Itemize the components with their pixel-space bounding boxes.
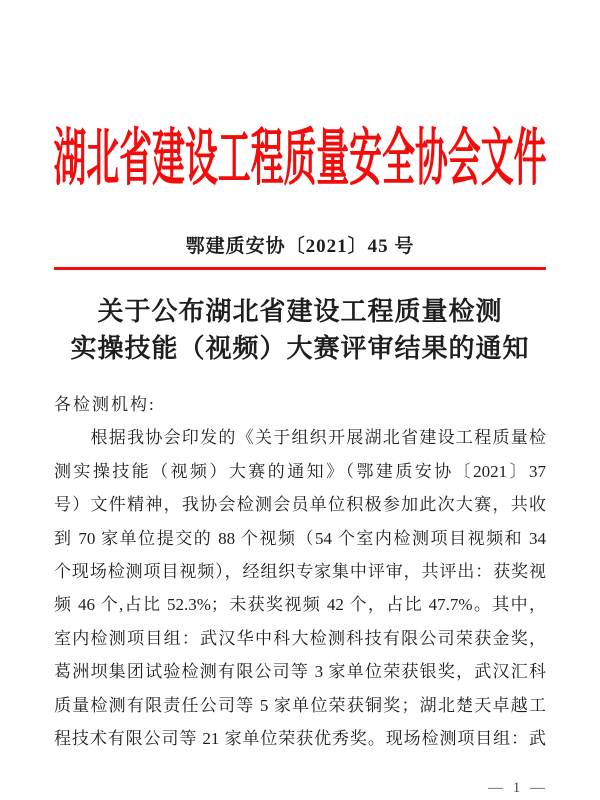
- body-line: 葛洲坝集团试验检测有限公司等 3 家单位荣获银奖，武汉汇科: [54, 662, 546, 682]
- body-line: 室内检测项目组：武汉华中科大检测科技有限公司荣获金奖，: [54, 628, 546, 648]
- red-divider: [54, 267, 546, 270]
- body-line: 根据我协会印发的《关于组织开展湖北省建设工程质量检: [54, 428, 546, 448]
- body-text: [54, 388, 546, 755]
- doc-number: 鄂建质安协〔2021〕45 号: [185, 236, 415, 257]
- body-line: 测实操技能（视频）大赛的通知》（鄂建质安协〔2021〕37: [54, 461, 546, 481]
- body-line: 程技术有限公司等 21 家单位荣获优秀奖。现场检测项目组：武: [54, 729, 546, 749]
- body-line: 频 46 个,占比 52.3%；未获奖视频 42 个，占比 47.7%。其中，: [54, 595, 546, 615]
- body-line: 号）文件精神，我协会检测会员单位积极参加此次大赛，共收: [54, 495, 546, 515]
- doc-title-line-2: 实操技能（视频）大赛评审结果的通知: [70, 334, 530, 363]
- salutation: 各检测机构:: [54, 395, 156, 414]
- page-number: — 1 —: [488, 780, 548, 796]
- body-line: 到 70 家单位提交的 88 个视频（54 个室内检测项目视频和 34: [54, 528, 546, 548]
- body-line: 个现场检测项目视频），经组织专家集中评审，共评出：获奖视: [54, 562, 546, 582]
- red-header-band: [0, 0, 600, 202]
- body-line: 质量检测有限责任公司等 5 家单位荣获铜奖；湖北楚天卓越工: [54, 695, 546, 715]
- doc-title-line-1: 关于公布湖北省建设工程质量检测: [97, 297, 503, 326]
- org-title: 湖北省建设工程质量安全协会文件: [53, 125, 547, 193]
- doc-title: [0, 293, 600, 367]
